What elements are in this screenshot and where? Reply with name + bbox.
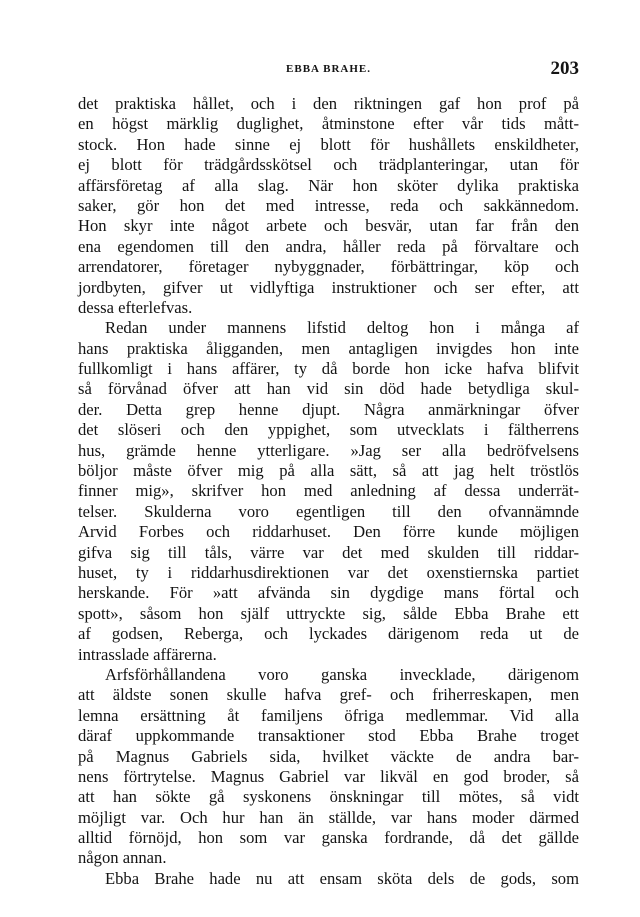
text-line: Hon skyr inte något arbete och besvär, utan far från den — [78, 216, 579, 236]
text-line: ena egendomen till den andra, håller reda på förvaltare och — [78, 236, 579, 256]
text-line: affärsföretag af alla slag. När hon sköter dylika praktiska — [78, 175, 579, 195]
text-line: fullkomligt i hans affärer, ty då borde hon icke hafva blifvit — [78, 359, 579, 379]
text-line: lemna ersättning åt familjens öfriga medlemmar. Vid alla — [78, 705, 579, 725]
text-line: saker, gör hon det med intresse, reda och sakkännedom. — [78, 195, 579, 215]
text-line: Arfsförhållandena voro ganska invecklade, därigenom — [105, 664, 579, 684]
text-line: ej blott för trädgårdsskötsel och trädplanteringar, utan för — [78, 155, 579, 175]
text-line: att äldste sonen skulle hafva gref- och friherreskapen, men — [78, 685, 579, 705]
text-line: arrendatorer, företager nybyggnader, förbättringar, köp och — [78, 257, 579, 277]
text-line: att han sökte gå syskonens önskningar till mötes, så vidt — [78, 787, 579, 807]
page-header — [78, 58, 579, 82]
text-line: telser. Skulderna voro egentligen till den ofvannämnde — [78, 501, 579, 521]
text-line: jordbyten, gifver ut vidlyftiga instruktioner och ser efter, att — [78, 277, 579, 297]
text-line: dessa efterlefvas. — [78, 297, 193, 317]
text-line: stock. Hon hade sinne ej blott för hushållets enskildheter, — [78, 134, 579, 154]
running-head: EBBA BRAHE. — [286, 63, 371, 75]
text-line: Ebba Brahe hade nu att ensam sköta dels de gods, som — [105, 868, 579, 888]
text-line: spott», såsom hon själf uttryckte sig, sålde Ebba Brahe ett — [78, 603, 579, 623]
text-line: intrasslade affärerna. — [78, 644, 217, 664]
page-number: 203 — [550, 58, 579, 79]
text-line: en högst märklig duglighet, åtminstone efter vår tids mått- — [78, 114, 579, 134]
text-line: Arvid Forbes och riddarhuset. Den förre kunde möjligen — [78, 522, 579, 542]
text-line: herskande. För »att afvända sin dygdige mans förtal och — [78, 583, 579, 603]
text-line: någon annan. — [78, 848, 167, 868]
text-line: böljor måste öfver mig på alla sätt, så att jag helt tröstlös — [78, 461, 579, 481]
text-line: nens förtrytelse. Magnus Gabriel var likväl en god broder, så — [78, 766, 579, 786]
text-line: så förvånad öfver att han vid sin död hade betydliga skul- — [78, 379, 579, 399]
text-line: gifva sig till tåls, värre var det med skulden till riddar- — [78, 542, 579, 562]
body-text — [78, 94, 579, 889]
text-line: på Magnus Gabriels sida, hvilket väckte de andra bar- — [78, 746, 579, 766]
text-line: der. Detta grep henne djupt. Några anmärkningar öfver — [78, 399, 579, 419]
text-line: huset, ty i riddarhusdirektionen var det oxenstiernska partiet — [78, 562, 579, 582]
text-line: alltid förnöjd, hon som var ganska fordrande, då det gällde — [78, 828, 579, 848]
text-line: det slöseri och den yppighet, som utvecklats i fältherrens — [78, 420, 579, 440]
text-line: hans praktiska åligganden, men antagligen invigdes hon inte — [78, 338, 579, 358]
text-line: finner mig», skrifver hon med anledning af dessa underrät- — [78, 481, 579, 501]
text-line: Redan under mannens lifstid deltog hon i många af — [105, 318, 579, 338]
text-line: möjligt var. Och hur han än ställde, var hans moder därmed — [78, 807, 579, 827]
text-line: hus, grämde henne ytterligare. »Jag ser alla bedröfvelsens — [78, 440, 579, 460]
text-line: däraf uppkommande transaktioner stod Ebba Brahe troget — [78, 726, 579, 746]
text-line: det praktiska hållet, och i den riktningen gaf hon prof på — [78, 94, 579, 113]
text-line: af godsen, Reberga, och lyckades därigenom reda ut de — [78, 624, 579, 644]
